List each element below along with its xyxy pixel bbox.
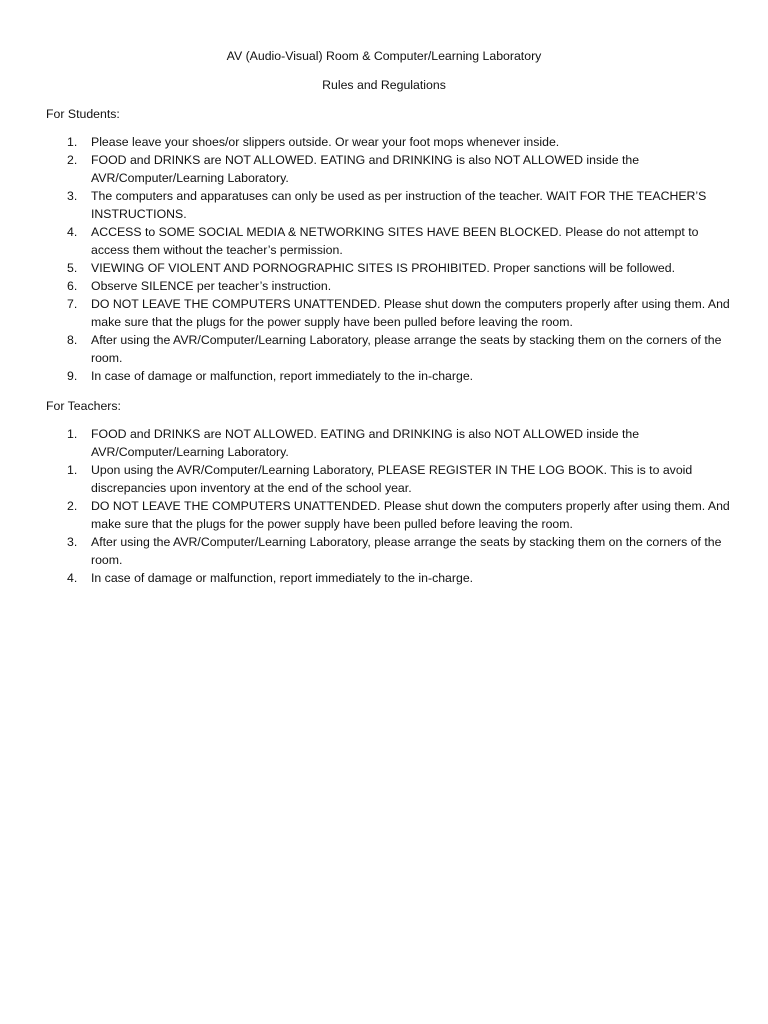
teachers-rule-item xyxy=(0,497,768,533)
students-rule-item xyxy=(0,367,768,385)
teachers-rule-item xyxy=(0,425,768,461)
rule-number: 3. xyxy=(67,189,78,203)
rule-text: DO NOT LEAVE THE COMPUTERS UNATTENDED. Please shut down the computers properly after using them. And make sure that the plugs for the power supply have been pulled before leaving the room. xyxy=(91,499,730,531)
rule-number: 8. xyxy=(67,333,78,347)
students-rules-list xyxy=(0,133,768,385)
students-rule-item xyxy=(0,151,768,187)
rule-text: FOOD and DRINKS are NOT ALLOWED. EATING and DRINKING is also NOT ALLOWED inside the AVR/Computer/Learning Laboratory. xyxy=(91,427,640,459)
rule-number: 2. xyxy=(67,499,78,513)
rule-text: After using the AVR/Computer/Learning Laboratory, please arrange the seats by stacking them on the corners of the room. xyxy=(91,333,722,365)
students-rule-item xyxy=(0,331,768,367)
teachers-section-heading: For Teachers: xyxy=(46,399,121,413)
rule-number: 6. xyxy=(67,279,78,293)
rule-text: ACCESS to SOME SOCIAL MEDIA & NETWORKING SITES HAVE BEEN BLOCKED. Please do not attempt to access them without the teacher’s permission. xyxy=(91,225,699,257)
students-rule-item xyxy=(0,259,768,277)
rule-text: After using the AVR/Computer/Learning Laboratory, please arrange the seats by stacking them on the corners of the room. xyxy=(91,535,722,567)
rule-number: 5. xyxy=(67,261,78,275)
students-section-heading: For Students: xyxy=(46,107,120,121)
rule-text: DO NOT LEAVE THE COMPUTERS UNATTENDED. Please shut down the computers properly after using them. And make sure that the plugs for the power supply have been pulled before leaving the room. xyxy=(91,297,730,329)
rule-number: 3. xyxy=(67,535,78,549)
document-subtitle: Rules and Regulations xyxy=(322,78,446,92)
teachers-rules-list xyxy=(0,425,768,587)
rule-number: 2. xyxy=(67,153,78,167)
rule-number: 1. xyxy=(67,427,78,441)
teachers-rule-item xyxy=(0,569,768,587)
students-rule-item xyxy=(0,187,768,223)
rule-text: FOOD and DRINKS are NOT ALLOWED. EATING and DRINKING is also NOT ALLOWED inside the AVR/Computer/Learning Laboratory. xyxy=(91,153,640,185)
rule-number: 7. xyxy=(67,297,78,311)
document-title: AV (Audio-Visual) Room & Computer/Learning Laboratory xyxy=(226,49,542,63)
students-rule-item xyxy=(0,133,768,151)
rule-number: 9. xyxy=(67,369,78,383)
rule-text: Upon using the AVR/Computer/Learning Laboratory, PLEASE REGISTER IN THE LOG BOOK. This is to avoid discrepancies upon inventory at the end of the school year. xyxy=(91,463,693,495)
students-rule-item xyxy=(0,223,768,259)
rule-text: The computers and apparatuses can only be used as per instruction of the teacher. WAIT FOR THE TEACHER’S INSTRUCTIONS. xyxy=(91,189,707,221)
rule-text: Observe SILENCE per teacher’s instruction. xyxy=(91,279,332,293)
rule-number: 1. xyxy=(67,135,78,149)
rule-number: 4. xyxy=(67,571,78,585)
rule-text: Please leave your shoes/or slippers outside. Or wear your foot mops whenever inside. xyxy=(91,135,560,149)
rule-text: In case of damage or malfunction, report immediately to the in-charge. xyxy=(91,369,474,383)
rule-text: In case of damage or malfunction, report immediately to the in-charge. xyxy=(91,571,474,585)
students-rule-item xyxy=(0,295,768,331)
rule-number: 4. xyxy=(67,225,78,239)
teachers-rule-item xyxy=(0,461,768,497)
rule-number: 1. xyxy=(67,463,78,477)
students-rule-item xyxy=(0,277,768,295)
teachers-rule-item xyxy=(0,533,768,569)
rule-text: VIEWING OF VIOLENT AND PORNOGRAPHIC SITES IS PROHIBITED. Proper sanctions will be followed. xyxy=(91,261,676,275)
